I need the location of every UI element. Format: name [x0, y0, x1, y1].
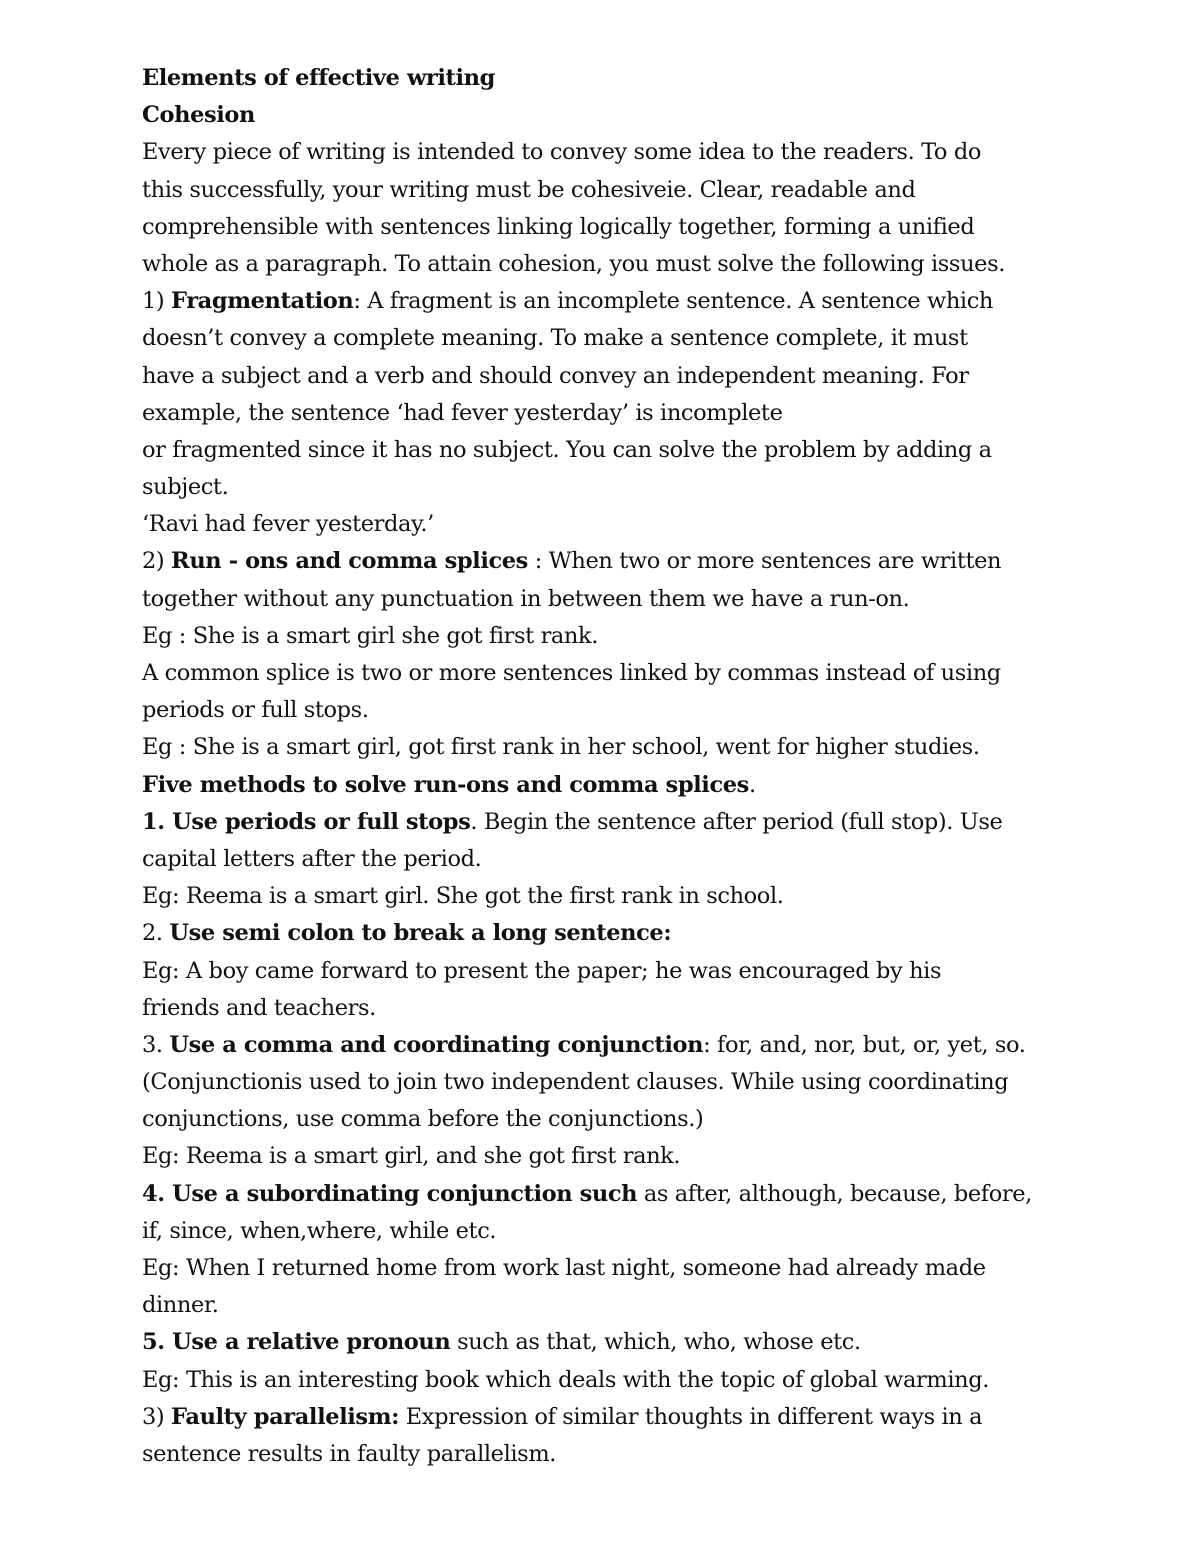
fragmentation-text-line: doesn’t convey a complete meaning. To make a sentence complete, it must — [142, 325, 968, 352]
faulty-parallelism-number: 3) — [142, 1403, 172, 1430]
faulty-parallelism-term: Faulty parallelism: — [171, 1403, 400, 1430]
method-2-term: Use semi colon to break a long sentence: — [169, 920, 672, 947]
faulty-parallelism-line — [142, 1399, 1082, 1436]
run-ons-number: 2) — [142, 548, 172, 575]
method-5-example: Eg: This is an interesting book which deals with the topic of global warming. — [142, 1366, 989, 1393]
method-3-text-line: (Conjunctionis used to join two independent clauses. While using coordinating — [142, 1069, 1009, 1096]
method-4-term: 4. Use a subordinating conjunction such — [142, 1180, 638, 1207]
fragmentation-text-line: have a subject and a verb and should convey an independent meaning. For — [142, 362, 969, 389]
run-ons-line — [142, 543, 1082, 580]
method-1-term: 1. Use periods or full stops — [142, 808, 471, 835]
method-3-description: : for, and, nor, but, or, yet, so. — [703, 1031, 1026, 1058]
methods-heading — [142, 767, 1082, 804]
method-2-example: friends and teachers. — [142, 994, 376, 1021]
method-1-text-line: capital letters after the period. — [142, 845, 482, 872]
fragmentation-text-line: subject. — [142, 474, 229, 501]
document-title: Elements of effective writing — [142, 65, 495, 91]
method-4-description: as after, although, because, before, — [637, 1180, 1032, 1207]
method-3-line — [142, 1027, 1082, 1064]
run-ons-example: Eg : She is a smart girl she got first rank. — [142, 622, 599, 649]
fragmentation-number: 1) — [142, 288, 172, 315]
method-2-example: Eg: A boy came forward to present the paper; he was encouraged by his — [142, 957, 942, 984]
method-5-description: such as that, which, who, whose etc. — [450, 1329, 861, 1356]
run-ons-definition: : When two or more sentences are written — [527, 548, 1002, 575]
section-heading-cohesion: Cohesion — [142, 102, 255, 129]
run-ons-text-line: together without any punctuation in between them we have a run-on. — [142, 585, 910, 612]
method-4-example: Eg: When I returned home from work last night, someone had already made — [142, 1255, 986, 1281]
faulty-parallelism-definition: Expression of similar thoughts in different ways in a — [399, 1403, 983, 1430]
run-ons-term: Run - ons and comma splices — [171, 548, 528, 575]
method-3-text-line: conjunctions, use comma before the conjunctions.) — [142, 1106, 704, 1133]
method-1-example: Eg: Reema is a smart girl. She got the first rank in school. — [142, 883, 784, 910]
method-4-text-line: if, since, when,where, while etc. — [142, 1217, 497, 1244]
document-body — [142, 60, 1082, 1473]
fragmentation-text-line: example, the sentence ‘had fever yesterday’ is incomplete — [142, 399, 783, 426]
fragmentation-term: Fragmentation — [171, 288, 354, 315]
fragmentation-line — [142, 283, 1082, 320]
intro-line: this successfully, your writing must be cohesiveie. Clear, readable and — [142, 176, 916, 203]
method-1-description: . Begin the sentence after period (full stop). Use — [470, 808, 1003, 835]
method-1-line — [142, 804, 1082, 841]
method-2-number: 2. — [142, 920, 170, 947]
fragmentation-example: ‘Ravi had fever yesterday.’ — [142, 511, 434, 538]
intro-line: comprehensible with sentences linking logically together, forming a unified — [142, 213, 975, 240]
method-5-line — [142, 1324, 1082, 1361]
intro-line: whole as a paragraph. To attain cohesion, you must solve the following issues. — [142, 250, 1005, 277]
run-ons-text-line: A common splice is two or more sentences linked by commas instead of using — [142, 660, 1001, 686]
method-5-term: 5. Use a relative pronoun — [142, 1329, 451, 1356]
comma-splice-example: Eg : She is a smart girl, got first rank in her school, went for higher studies. — [142, 734, 980, 761]
method-4-example: dinner. — [142, 1292, 219, 1319]
fragmentation-text-line: or fragmented since it has no subject. You can solve the problem by adding a — [142, 436, 992, 463]
methods-heading-end: . — [748, 771, 756, 798]
faulty-parallelism-text-line: sentence results in faulty parallelism. — [142, 1440, 557, 1467]
method-3-example: Eg: Reema is a smart girl, and she got first rank. — [142, 1143, 681, 1170]
methods-heading-text: Five methods to solve run-ons and comma splices — [142, 771, 749, 798]
method-2-line — [142, 915, 1082, 952]
fragmentation-definition: : A fragment is an incomplete sentence. A sentence which — [353, 288, 994, 315]
method-3-number: 3. — [142, 1031, 170, 1058]
method-4-line — [142, 1176, 1082, 1213]
method-3-term: Use a comma and coordinating conjunction — [169, 1031, 704, 1058]
run-ons-text-line: periods or full stops. — [142, 697, 369, 724]
intro-line: Every piece of writing is intended to convey some idea to the readers. To do — [142, 139, 981, 166]
